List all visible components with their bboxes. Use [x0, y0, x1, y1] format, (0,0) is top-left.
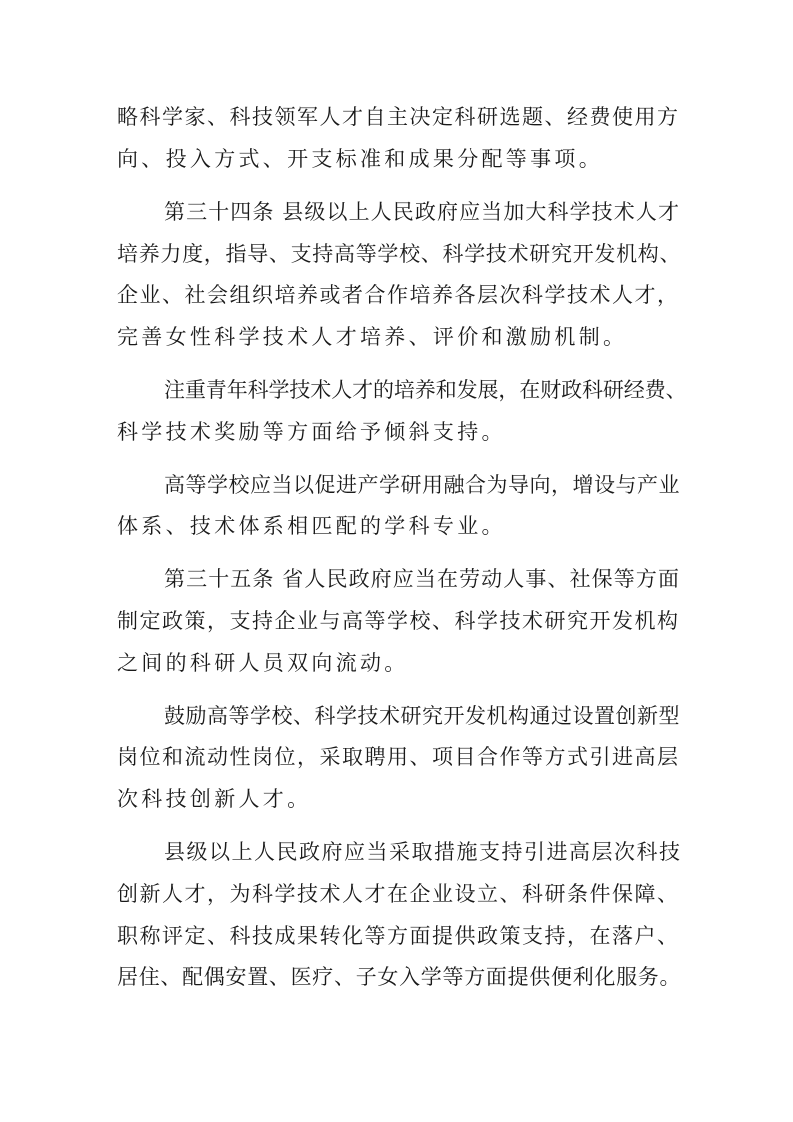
- article-34-line-2: 培养力度，指导、支持高等学校、科学技术研究开发机构、: [117, 242, 682, 266]
- paragraph-7-line-4: 居住、配偶安置、医疗、子女入学等方面提供便利化服务。: [117, 965, 682, 989]
- paragraph-3-line-2: 科学技术奖励等方面给予倾斜支持。: [117, 420, 506, 444]
- paragraph-1-line-1: 略科学家、科技领军人才自主决定科研选题、经费使用方: [117, 105, 680, 129]
- article-35-line-3: 之间的科研人员双向流动。: [117, 651, 409, 675]
- paragraph-1-line-2: 向、投入方式、开支标准和成果分配等事项。: [117, 147, 603, 171]
- paragraph-4-line-2: 体系、技术体系相匹配的学科专业。: [117, 514, 506, 538]
- article-34-line-4: 完善女性科学技术人才培养、评价和激励机制。: [117, 325, 628, 349]
- paragraph-6-line-3: 次科技创新人才。: [117, 787, 312, 811]
- paragraph-7-line-1: 县级以上人民政府应当采取措施支持引进高层次科技: [164, 840, 682, 864]
- article-34-line-3: 企业、社会组织培养或者合作培养各层次科学技术人才，: [117, 283, 680, 307]
- paragraph-3-line-1: 注重青年科学技术人才的培养和发展，在财政科研经费、: [164, 378, 687, 402]
- paragraph-6-line-2: 岗位和流动性岗位，采取聘用、项目合作等方式引进高层: [117, 745, 680, 769]
- article-34-line-1: 第三十四条 县级以上人民政府应当加大科学技术人才: [164, 200, 681, 224]
- article-35-line-2: 制定政策，支持企业与高等学校、科学技术研究开发机构: [117, 609, 680, 633]
- paragraph-6-line-1: 鼓励高等学校、科学技术研究开发机构通过设置创新型: [164, 704, 680, 728]
- article-35-line-1: 第三十五条 省人民政府应当在劳动人事、社保等方面: [164, 567, 681, 591]
- paragraph-7-line-2: 创新人才，为科学技术人才在企业设立、科研条件保障、: [117, 882, 680, 906]
- paragraph-7-line-3: 职称评定、科技成果转化等方面提供政策支持，在落户、: [117, 924, 680, 948]
- paragraph-4-line-1: 高等学校应当以促进产学研用融合为导向，增设与产业: [164, 473, 680, 497]
